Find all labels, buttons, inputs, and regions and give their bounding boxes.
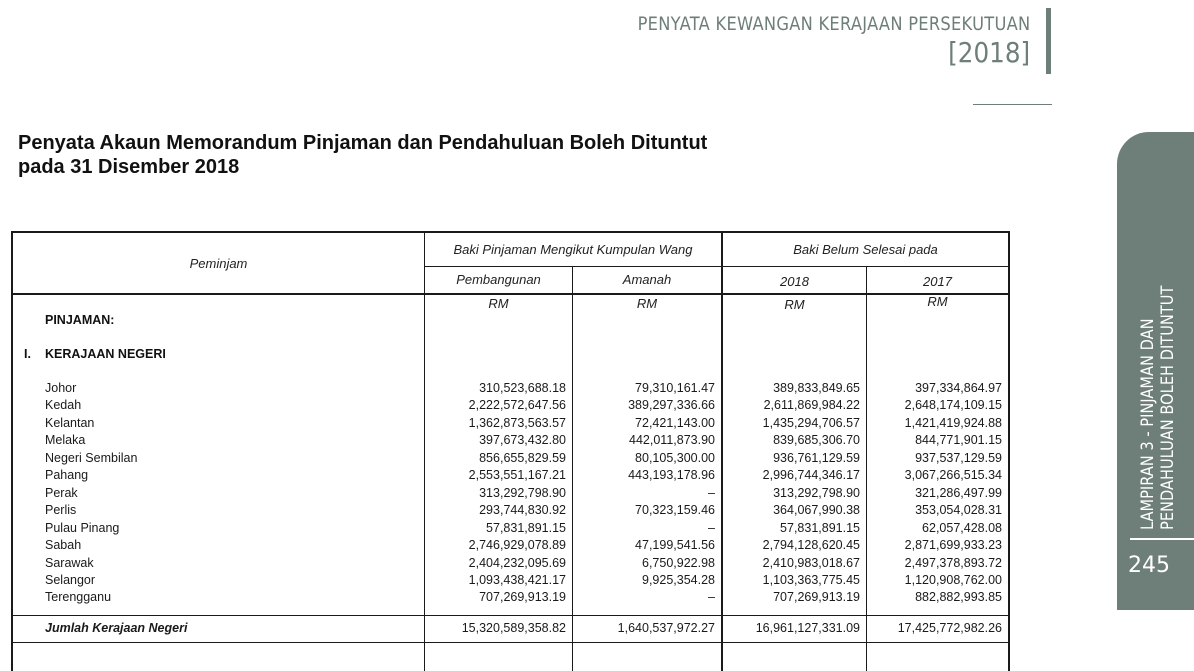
row-y2017-value: 62,057,428.08 — [922, 520, 1002, 535]
row-pembangunan-value: 2,746,929,078.89 — [468, 538, 566, 553]
table-row — [11, 520, 1010, 537]
page-number: 245 — [1128, 553, 1170, 578]
row-y2018-value: 389,833,849.65 — [773, 381, 860, 395]
row-borrower-name: Pahang — [45, 468, 89, 483]
row-pembangunan-value: 293,744,830.92 — [479, 503, 566, 518]
table-row — [11, 380, 1010, 397]
row-pembangunan-value: 856,655,829.59 — [479, 450, 566, 465]
page-title — [18, 131, 707, 179]
row-borrower-name: Pulau Pinang — [45, 520, 120, 535]
header-loan-balance-by-fund: Baki Pinjaman Mengikut Kumpulan Wang — [453, 242, 693, 257]
page-title-line-2: pada 31 Disember 2018 — [18, 156, 240, 178]
row-y2018-value: 313,292,798.90 — [773, 485, 860, 500]
row-borrower-name: Negeri Sembilan — [45, 450, 138, 465]
row-y2018-value: 1,103,363,775.45 — [762, 572, 860, 587]
row-borrower-name: Johor — [45, 381, 77, 395]
page-title-line-1: Penyata Akaun Memorandum Pinjaman dan Pendahuluan Boleh Dituntut — [18, 132, 708, 154]
row-y2018-value: 936,761,129.59 — [773, 450, 860, 465]
table-row — [11, 467, 1010, 484]
row-amanah-value: 70,323,159.46 — [635, 503, 715, 518]
table-row — [11, 555, 1010, 572]
row-amanah-value: 442,011,873.90 — [629, 433, 715, 448]
row-pembangunan-value: 397,673,432.80 — [479, 433, 566, 448]
row-y2017-value: 2,648,174,109.15 — [904, 398, 1002, 413]
row-y2017-value: 2,497,378,893.72 — [904, 555, 1002, 570]
row-borrower-name: Kelantan — [45, 415, 95, 430]
row-amanah-value: 6,750,922.98 — [642, 555, 715, 570]
row-borrower-name: Kedah — [45, 398, 82, 413]
table-total-row — [11, 619, 1010, 639]
row-borrower-name: Melaka — [45, 433, 86, 448]
row-y2018-value: 2,611,869,984.22 — [763, 398, 860, 413]
header-outstanding-balance: Baki Belum Selesai pada — [793, 242, 938, 257]
row-borrower-name: Perak — [45, 485, 78, 500]
row-pembangunan-value: 1,362,873,563.57 — [468, 415, 566, 430]
row-y2018-value: 364,067,990.38 — [773, 503, 860, 518]
row-pembangunan-value: 2,553,551,167.21 — [468, 468, 566, 483]
row-pembangunan-value: 313,292,798.90 — [479, 485, 566, 500]
header-pembangunan: Pembangunan — [456, 272, 541, 287]
row-amanah-value: – — [708, 485, 715, 500]
side-tab-line-1: LAMPIRAN 3 - PINJAMAN DAN — [1138, 318, 1158, 530]
subsection-label-kerajaan-negeri: KERAJAAN NEGERI — [45, 347, 166, 361]
row-y2018-value: 57,831,891.15 — [780, 520, 860, 535]
row-pembangunan-value: 310,523,688.18 — [479, 381, 566, 395]
unit-rm-2017: RM — [927, 294, 948, 309]
row-pembangunan-value: 1,093,438,421.17 — [468, 572, 566, 587]
row-y2017-value: 2,871,699,933.23 — [904, 538, 1002, 553]
row-borrower-name: Sabah — [45, 538, 82, 553]
table-row — [11, 450, 1010, 467]
row-y2017-value: 882,882,993.85 — [915, 590, 1002, 605]
row-y2018-value: 839,685,306.70 — [773, 433, 860, 448]
table-total-rule — [11, 615, 1010, 616]
row-amanah-value: 389,297,336.66 — [628, 398, 715, 413]
loans-table — [11, 231, 1010, 671]
header-amanah: Amanah — [622, 272, 672, 287]
row-amanah-value: 443,193,178.96 — [628, 468, 715, 483]
side-tab-line-2: PENDAHULUAN BOLEH DITUNTUT — [1158, 285, 1178, 530]
row-y2018-value: 2,794,128,620.45 — [762, 538, 860, 553]
row-y2017-value: 1,421,419,924.88 — [904, 415, 1002, 430]
row-y2017-value: 3,067,266,515.34 — [904, 468, 1002, 483]
row-y2018-value: 707,269,913.19 — [773, 590, 860, 605]
table-header-rule — [11, 293, 1010, 295]
total-2017: 17,425,772,982.26 — [897, 621, 1002, 635]
total-pembangunan: 15,320,589,358.82 — [461, 621, 566, 635]
row-pembangunan-value: 57,831,891.15 — [486, 520, 566, 535]
row-pembangunan-value: 2,404,232,095.69 — [468, 555, 566, 570]
row-amanah-value: 9,925,354.28 — [642, 572, 715, 587]
row-amanah-value: 47,199,541.56 — [635, 538, 715, 553]
row-pembangunan-value: 707,269,913.19 — [479, 590, 566, 605]
row-borrower-name: Sarawak — [45, 555, 94, 570]
row-borrower-name: Selangor — [45, 572, 96, 587]
table-row — [11, 485, 1010, 502]
row-y2017-value: 937,537,129.59 — [915, 450, 1002, 465]
table-row — [11, 572, 1010, 589]
table-border-top — [11, 231, 1010, 233]
table-subheader-rule — [424, 266, 1010, 267]
row-y2017-value: 353,054,028.31 — [915, 503, 1002, 518]
row-amanah-value: 80,105,300.00 — [635, 450, 715, 465]
row-y2018-value: 2,410,983,018.67 — [762, 555, 860, 570]
subsection-number: I. — [24, 347, 31, 361]
header-borrower: Peminjam — [189, 256, 248, 271]
row-y2017-value: 844,771,901.15 — [915, 433, 1002, 448]
row-amanah-value: 79,310,161.47 — [635, 381, 715, 395]
table-row — [11, 537, 1010, 554]
unit-rm-2018: RM — [784, 297, 805, 312]
row-borrower-name: Terengganu — [45, 590, 112, 605]
row-y2017-value: 321,286,497.99 — [915, 485, 1002, 500]
row-y2018-value: 1,435,294,706.57 — [762, 415, 860, 430]
row-amanah-value: – — [708, 520, 715, 535]
side-tab-label — [1138, 130, 1178, 530]
row-pembangunan-value: 2,222,572,647.56 — [468, 398, 566, 413]
total-label: Jumlah Kerajaan Negeri — [45, 621, 188, 635]
total-2018: 16,961,127,331.09 — [755, 621, 860, 635]
report-header-year: [2018] — [948, 36, 1030, 69]
table-row — [11, 415, 1010, 432]
row-amanah-value: – — [708, 590, 715, 605]
table-row — [11, 502, 1010, 519]
row-y2018-value: 2,996,744,346.17 — [762, 468, 860, 483]
row-amanah-value: 72,421,143.00 — [635, 415, 715, 430]
unit-rm-amanah: RM — [636, 296, 658, 311]
report-header-title: PENYATA KEWANGAN KERAJAAN PERSEKUTUAN — [637, 14, 1030, 35]
row-y2017-value: 397,334,864.97 — [915, 381, 1002, 395]
side-tab-divider — [1130, 538, 1194, 540]
row-y2017-value: 1,120,908,762.00 — [904, 572, 1002, 587]
table-row — [11, 432, 1010, 449]
total-amanah: 1,640,537,972.27 — [617, 621, 715, 635]
header-2017: 2017 — [923, 274, 952, 289]
section-label-pinjaman: PINJAMAN: — [45, 313, 115, 327]
header-accent-bar — [1046, 8, 1051, 74]
header-2018: 2018 — [780, 274, 809, 289]
row-borrower-name: Perlis — [45, 503, 77, 518]
header-rule — [973, 104, 1052, 105]
table-row — [11, 589, 1010, 606]
unit-rm-pembangunan: RM — [488, 296, 509, 311]
table-total-bottom-rule — [11, 642, 1010, 643]
table-row — [11, 397, 1010, 414]
